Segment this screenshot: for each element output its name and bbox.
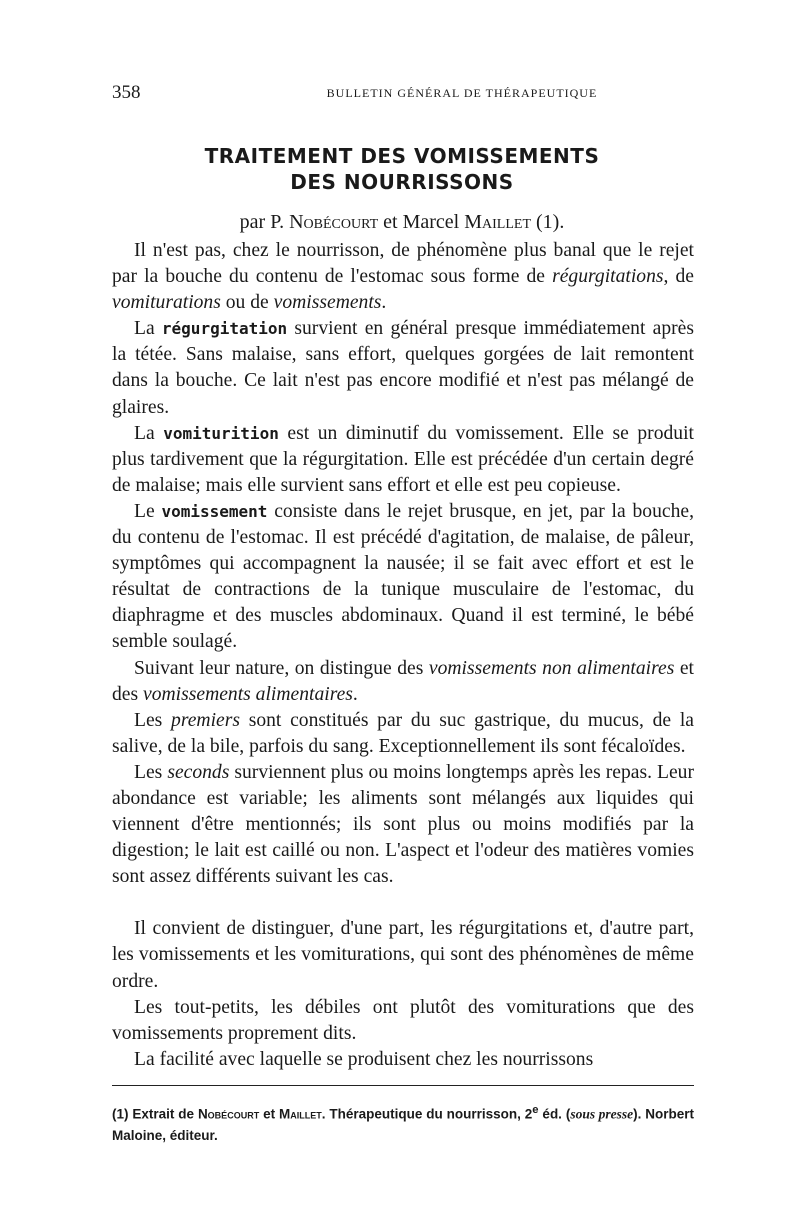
article-title-line-2: DES NOURRISSONS (290, 170, 514, 194)
text-run: et (259, 1106, 279, 1122)
author-nobecourt: Nobécourt (289, 211, 379, 233)
edition-superscript: e (532, 1104, 539, 1116)
text-run: Il n'est pas, chez le nourrisson, de phénomène plus banal que le rejet par la bouche du contenu de l'estomac sous forme de (112, 240, 694, 288)
journal-title: BULLETIN GÉNÉRAL DE THÉRAPEUTIQUE (326, 86, 598, 100)
article-body (112, 238, 694, 1073)
paragraph-facilite: La facilité avec laquelle se produisent chez les nourrissons (134, 1048, 594, 1070)
paragraph-distinguer: Il convient de distinguer, d'une part, les régurgitations et, d'autre part, les vomissements et les vomiturations, qui sont des phénomènes de même ordre. (112, 918, 694, 992)
text-run: Le (134, 500, 162, 522)
footnote-divider (112, 1085, 694, 1086)
article-header (112, 143, 692, 235)
text-run: survient en général presque immédiatement après la tétée. Sans malaise, sans effort, quelques gorgées de lait remontent dans la bouche. Ce lait n'est pas encore modifié et n'est pas mélangé de glaires. (112, 318, 694, 418)
paragraph-intro (112, 238, 694, 316)
paragraph-vomiturition (112, 421, 694, 499)
paragraph-premiers (112, 708, 694, 760)
text-run: et des (112, 657, 694, 705)
text-run: Extrait de (132, 1106, 198, 1122)
text-run: consiste dans le rejet brusque, en jet, par la bouche, du contenu de l'estomac. Il est précédé d'agitation, de malaise, de pâleur, symptômes qui accompagnent la nausée; il se fait avec effort et est le résultat de contractions de la tunique musculaire de l'estomac, du diaphragme et des muscles abdominaux. Quand il est terminé, le bébé semble soulagé. (112, 500, 694, 653)
footnote-sous-presse: sous presse (570, 1106, 634, 1122)
term-alimentaires: vomissements alimentaires (143, 683, 353, 705)
footnote-author-nobecourt: Nobécourt (197, 1106, 260, 1122)
term-vomissements: vomissements (273, 292, 382, 314)
text-run: La (134, 318, 162, 340)
paragraph-tout-petits: Les tout-petits, les débiles ont plutôt des vomiturations que des vomissements proprement dits. (112, 996, 694, 1044)
term-vomiturations: vomiturations (112, 292, 221, 314)
text-run: surviennent plus ou moins longtemps après les repas. Leur abondance est variable; les aliments sont mélangés aux liquides qui viennent d'être mentionnés; ils sont plus ou moins modifiés par la digestion; le lait est caillé ou non. L'aspect et l'odeur des matières vomies sont assez différents suivant les cas. (112, 761, 694, 888)
text-run: , de (663, 266, 694, 288)
text-run: ). Norbert Maloine, éditeur. (112, 1106, 694, 1143)
byline (112, 209, 692, 235)
term-seconds: seconds (167, 761, 230, 783)
term-non-alimentaires: vomissements non alimentaires (428, 657, 675, 679)
paragraph-seconds (112, 760, 694, 890)
text-run: Les (134, 761, 168, 783)
text-run: éd. ( (538, 1106, 571, 1122)
text-run: sont constitués par du suc gastrique, du mucus, de la salive, de la bile, parfois du sang. Exceptionnellement ils sont fécaloïdes. (112, 709, 694, 757)
footnote (112, 1100, 694, 1146)
term-premiers: premiers (171, 709, 240, 731)
paragraph-nature (112, 656, 694, 708)
keyword-vomissement: vomissement (161, 501, 268, 521)
article-title-line-1: TRAITEMENT DES VOMISSEMENTS (204, 144, 600, 168)
paragraph-regurgitation (112, 316, 694, 420)
text-run: Les (134, 709, 172, 731)
footnote-author-maillet: Maillet (278, 1106, 322, 1122)
text-run: . (352, 683, 358, 705)
text-run: ou de (220, 292, 274, 314)
text-run: est un diminutif du vomissement. Elle se produit plus tardivement que la régurgitation. Elle est précédée d'un certain degré de malaise; mais elle survient sans effort et elle est peu copieuse. (112, 422, 694, 496)
text-run: . (381, 292, 387, 314)
text-run: Suivant leur nature, on distingue des (134, 657, 429, 679)
byline-and: et Marcel (378, 211, 465, 233)
paragraph-vomissement (112, 499, 694, 656)
running-head (112, 82, 692, 106)
text-run: . Thérapeutique du nourrisson, 2 (321, 1106, 533, 1122)
keyword-regurgitation: régurgitation (161, 319, 288, 339)
text-run: La (134, 422, 164, 444)
footnote-marker: (1) (112, 1106, 133, 1122)
keyword-vomiturition: vomiturition (163, 423, 279, 443)
footnote-reference: (1). (531, 211, 565, 233)
byline-par: par P. (239, 211, 290, 233)
term-regurgitations: régurgitations (552, 266, 664, 288)
page-number: 358 (112, 82, 141, 103)
author-maillet: Maillet (464, 211, 532, 233)
